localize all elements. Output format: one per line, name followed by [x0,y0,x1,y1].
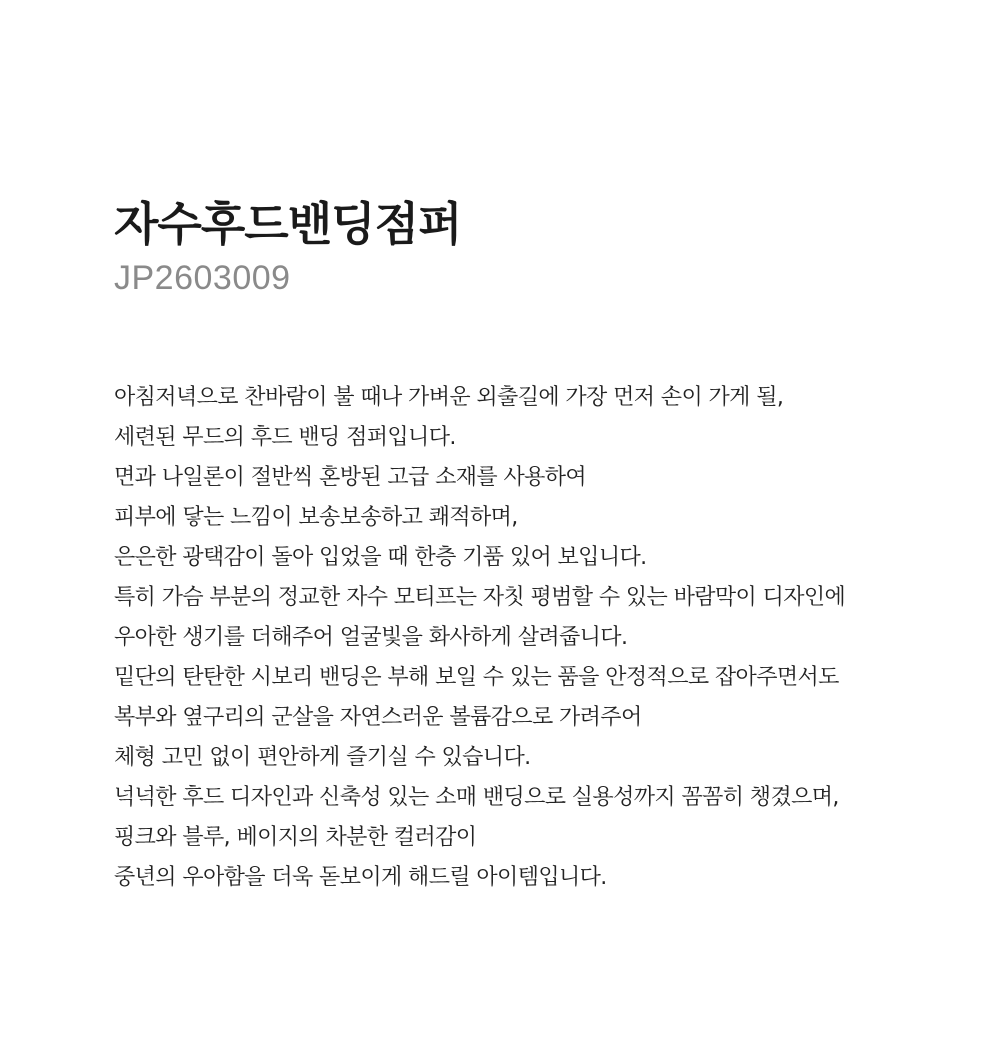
description-line: 면과 나일론이 절반씩 혼방된 고급 소재를 사용하여 [114,465,587,490]
product-detail [114,196,914,898]
description-line: 밑단의 탄탄한 시보리 밴딩은 부해 보일 수 있는 품을 안정적으로 잡아주면서도 [114,665,839,690]
description-line: 핑크와 블루, 베이지의 차분한 컬러감이 [114,825,477,850]
description-line: 특히 가슴 부분의 정교한 자수 모티프는 자칫 평범할 수 있는 바람막이 디자인에 [114,585,846,610]
description-line: 아침저녁으로 찬바람이 불 때나 가벼운 외출길에 가장 먼저 손이 가게 될, [114,385,784,410]
description-line: 넉넉한 후드 디자인과 신축성 있는 소매 밴딩으로 실용성까지 꼼꼼히 챙겼으며, [114,785,839,810]
description-line: 중년의 우아함을 더욱 돋보이게 해드릴 아이템입니다. [114,865,607,890]
description-line: 피부에 닿는 느낌이 보송보송하고 쾌적하며, [114,505,518,530]
product-title: 자수후드밴딩점퍼 [114,197,462,251]
description-line: 세련된 무드의 후드 밴딩 점퍼입니다. [114,425,456,450]
description-line: 우아한 생기를 더해주어 얼굴빛을 화사하게 살려줍니다. [114,625,628,650]
product-code: JP2603009 [114,259,291,297]
description-line: 은은한 광택감이 돌아 입었을 때 한층 기품 있어 보입니다. [114,545,647,570]
product-description [114,378,914,898]
description-line: 체형 고민 없이 편안하게 즐기실 수 있습니다. [114,745,531,770]
description-line: 복부와 옆구리의 군살을 자연스러운 볼륨감으로 가려주어 [114,705,642,730]
